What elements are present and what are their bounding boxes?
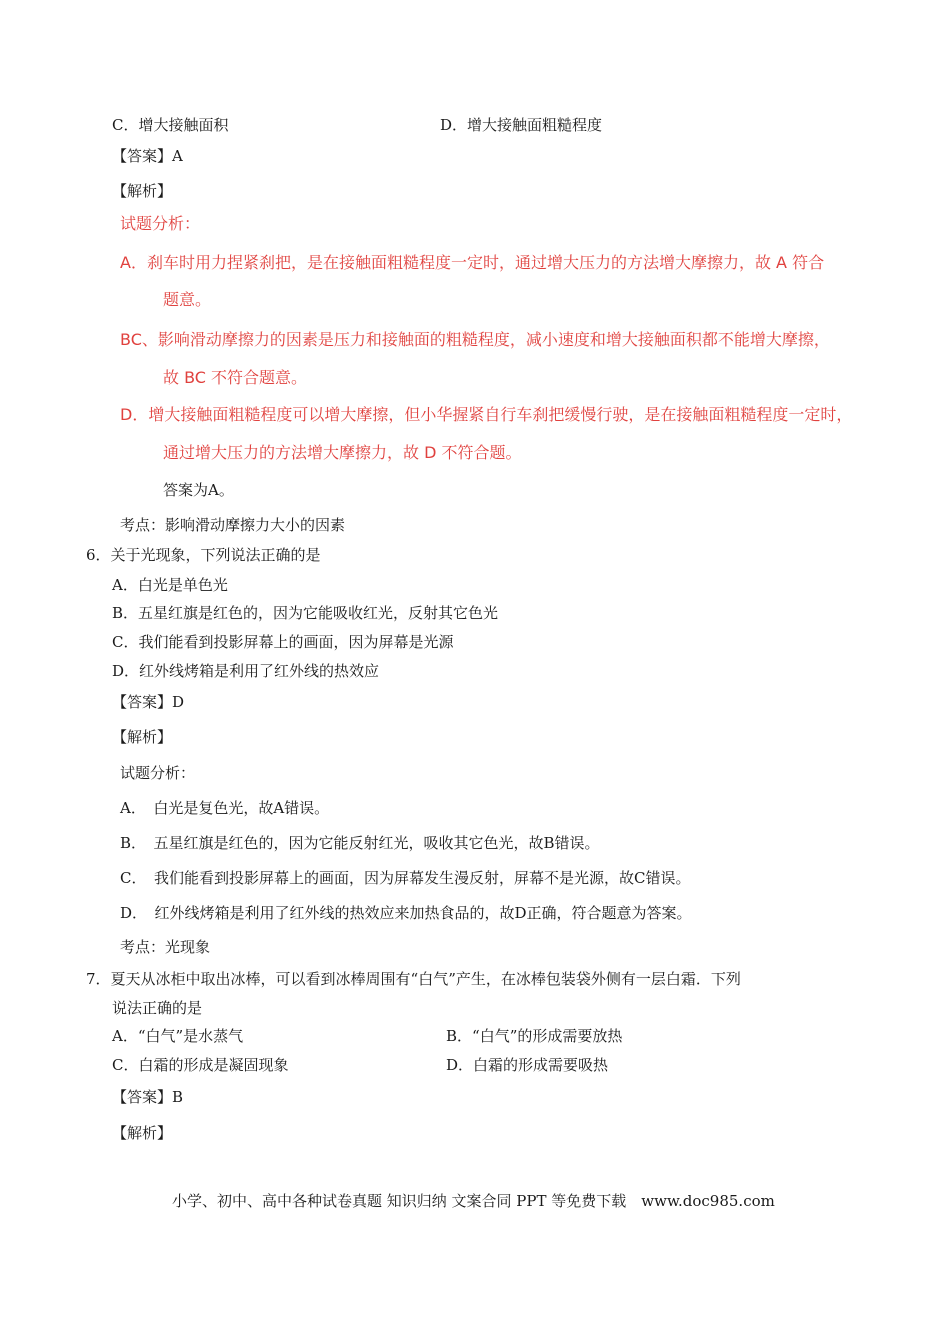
q5-answer: 【答案】A <box>112 147 183 165</box>
q7-option-a: A．“白气”是水蒸气 <box>112 1027 244 1045</box>
q7-question-line1: 7．夏天从冰柜中取出冰棒，可以看到冰棒周围有“白气”产生，在冰棒包装袋外侧有一层白霜．下列 <box>86 970 741 988</box>
q7-option-b: B．“白气”的形成需要放热 <box>446 1027 623 1045</box>
q6-analysis-title: 试题分析： <box>120 764 196 782</box>
q5-knowledge-point: 考点：影响滑动摩擦力大小的因素 <box>120 516 346 534</box>
q5-explanation-d-line1: D．增大接触面粗糙程度可以增大摩擦，但小华握紧自行车刹把缓慢行驶，是在接触面粗糙程度一定时， <box>120 405 853 424</box>
q6-explanation-c: C． 我们能看到投影屏幕上的画面，因为屏幕发生漫反射，屏幕不是光源，故C错误。 <box>120 869 691 887</box>
q5-analysis-label: 【解析】 <box>112 182 173 200</box>
q5-explanation-a-line2: 题意。 <box>163 290 212 309</box>
q6-explanation-b: B． 五星红旗是红色的，因为它能反射红光，吸收其它色光，故B错误。 <box>120 834 600 852</box>
q7-question-line2: 说法正确的是 <box>112 999 203 1017</box>
q5-option-c: C．增大接触面积 <box>112 116 229 134</box>
q6-option-a: A．白光是单色光 <box>112 576 228 594</box>
q7-option-c: C．白霜的形成是凝固现象 <box>112 1056 289 1074</box>
q5-explanation-d-line2: 通过增大压力的方法增大摩擦力，故 D 不符合题。 <box>163 443 522 462</box>
q6-answer: 【答案】D <box>112 693 185 711</box>
q6-knowledge-point: 考点：光现象 <box>120 938 211 956</box>
q6-explanation-a: A． 白光是复色光，故A错误。 <box>120 799 330 817</box>
q5-explanation-bc-line2: 故 BC 不符合题意。 <box>163 368 308 387</box>
q5-explanation-bc-line1: BC、影响滑动摩擦力的因素是压力和接触面的粗糙程度，减小速度和增大接触面积都不能增大摩擦， <box>120 330 830 349</box>
q6-analysis-label: 【解析】 <box>112 728 173 746</box>
q5-explanation-a-line1: A．刹车时用力捏紧刹把，是在接触面粗糙程度一定时，通过增大压力的方法增大摩擦力，故 A 符合 <box>120 253 825 272</box>
q7-option-d: D．白霜的形成需要吸热 <box>446 1056 609 1074</box>
q5-conclusion: 答案为A。 <box>163 481 234 499</box>
q5-analysis-title: 试题分析： <box>120 214 201 233</box>
q6-explanation-d: D． 红外线烤箱是利用了红外线的热效应来加热食品的，故D正确，符合题意为答案。 <box>120 904 692 922</box>
q6-option-b: B．五星红旗是红色的，因为它能吸收红光，反射其它色光 <box>112 604 499 622</box>
q6-question: 6．关于光现象，下列说法正确的是 <box>86 546 321 564</box>
q5-option-d: D．增大接触面粗糙程度 <box>440 116 603 134</box>
q6-option-c: C．我们能看到投影屏幕上的画面，因为屏幕是光源 <box>112 633 454 651</box>
q6-option-d: D．红外线烤箱是利用了红外线的热效应 <box>112 662 380 680</box>
page-footer: 小学、初中、高中各种试卷真题 知识归纳 文案合同 PPT 等免费下载 www.doc985.com <box>172 1192 775 1210</box>
q7-answer: 【答案】B <box>112 1088 184 1106</box>
q7-analysis-label: 【解析】 <box>112 1124 173 1142</box>
